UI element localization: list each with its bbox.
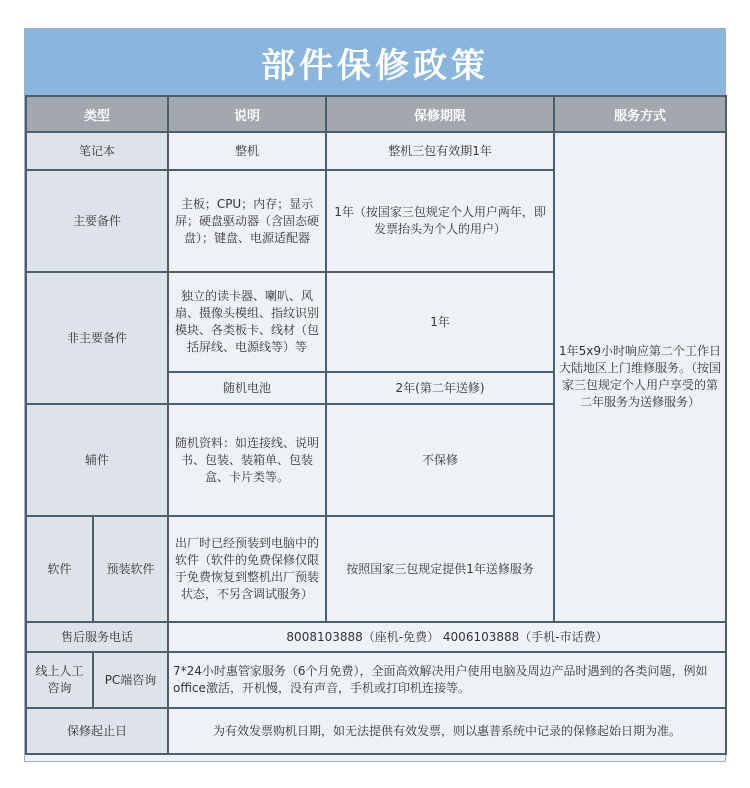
period-battery: 2年(第二年送修) bbox=[326, 372, 554, 404]
header-type: 类型 bbox=[26, 96, 168, 132]
title-banner bbox=[25, 29, 725, 95]
type-nonmain-parts: 非主要备件 bbox=[26, 272, 168, 404]
desc-nonmain-parts: 独立的读卡器、喇叭、风扇、摄像头模组、指纹识别模块、各类板卡、线材（包括屏线、电源线等）等 bbox=[168, 272, 326, 372]
start-date-label: 保修起止日 bbox=[26, 708, 168, 754]
warranty-policy-sheet bbox=[24, 28, 726, 762]
warranty-table bbox=[25, 95, 727, 755]
header-service: 服务方式 bbox=[554, 96, 726, 132]
type-preinstalled-software: 预装软件 bbox=[93, 516, 168, 622]
period-accessory: 不保修 bbox=[326, 404, 554, 516]
hotline-label: 售后服务电话 bbox=[26, 622, 168, 652]
desc-battery: 随机电池 bbox=[168, 372, 326, 404]
type-main-parts: 主要备件 bbox=[26, 170, 168, 272]
period-main-parts: 1年（按国家三包规定个人用户两年，即发票抬头为个人的用户） bbox=[326, 170, 554, 272]
type-accessory: 辅件 bbox=[26, 404, 168, 516]
type-laptop: 笔记本 bbox=[26, 132, 168, 170]
period-nonmain-parts: 1年 bbox=[326, 272, 554, 372]
start-date-value: 为有效发票购机日期，如无法提供有效发票，则以惠普系统中记录的保修起始日期为准。 bbox=[168, 708, 726, 754]
period-software: 按照国家三包规定提供1年送修服务 bbox=[326, 516, 554, 622]
consult-pc-label: PC端咨询 bbox=[93, 652, 168, 708]
consult-label: 线上人工咨询 bbox=[26, 652, 93, 708]
service-method: 1年5x9小时响应第二个工作日大陆地区上门维修服务。（按国家三包规定个人用户享受的第二年服务为送修服务） bbox=[554, 132, 726, 622]
desc-laptop: 整机 bbox=[168, 132, 326, 170]
header-description: 说明 bbox=[168, 96, 326, 132]
consult-value: 7*24小时惠管家服务（6个月免费），全面高效解决用户使用电脑及周边产品时遇到的各类问题，例如office激活，开机慢，没有声音，手机或打印机连接等。 bbox=[168, 652, 726, 708]
type-software: 软件 bbox=[26, 516, 93, 622]
page-title: 部件保修政策 bbox=[261, 45, 489, 86]
desc-accessory: 随机资料：如连接线、说明书、包装、装箱单、包装盒、卡片类等。 bbox=[168, 404, 326, 516]
hotline-value: 8008103888（座机-免费） 4006103888（手机-市话费） bbox=[168, 622, 726, 652]
period-laptop: 整机三包有效期1年 bbox=[326, 132, 554, 170]
header-period: 保修期限 bbox=[326, 96, 554, 132]
desc-software: 出厂时已经预装到电脑中的软件（软件的免费保修仅限于免费恢复到整机出厂预装状态，不另含调试服务） bbox=[168, 516, 326, 622]
desc-main-parts: 主板；CPU；内存；显示屏；硬盘驱动器（含固态硬盘）；键盘、电源适配器 bbox=[168, 170, 326, 272]
